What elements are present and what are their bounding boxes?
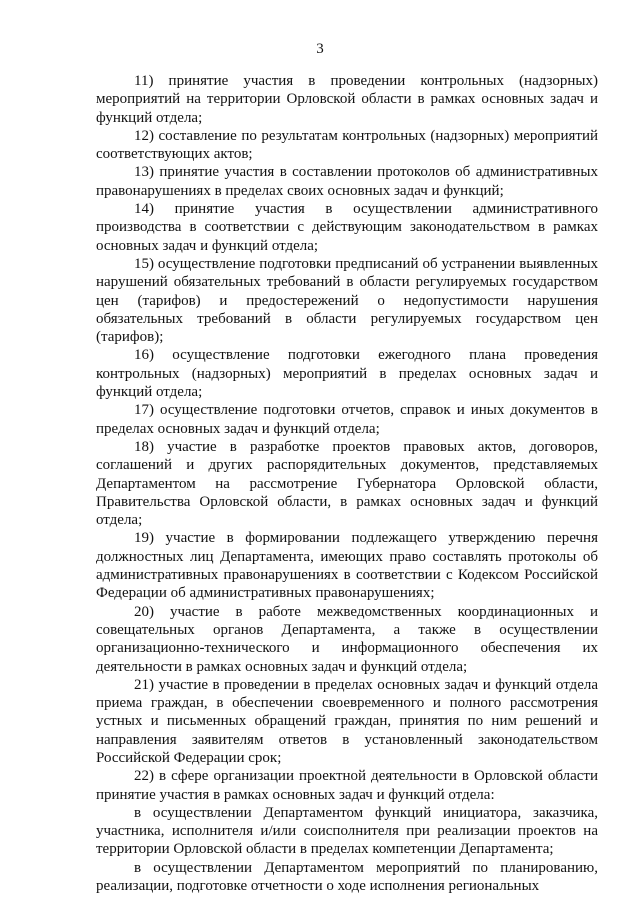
paragraph-subitem-planning: в осуществлении Департаментом мероприятий по планированию, реализации, подготовке отчетности о ходе исполнения региональных	[96, 859, 598, 895]
paragraph-item-13: 13) принятие участия в составлении протоколов об административных правонарушениях в пределах своих основных задач и функций;	[96, 164, 598, 199]
paragraph-subitem-initiator: в осуществлении Департаментом функций инициатора, заказчика, участника, исполнителя и/или соисполнителя при реализации проектов на территории Орловской области в пределах компетенции Департамента;	[96, 804, 598, 858]
paragraph-item-21: 21) участие в проведении в пределах основных задач и функций отдела приема граждан, в обеспечении своевременного и полного рассмотрения устных и письменных обращений граждан, принятия по ним решений и направления заявителям ответов в установленный законодательством Российской Федерации срок;	[96, 676, 598, 766]
paragraph-item-17: 17) осуществление подготовки отчетов, справок и иных документов в пределах основных задач и функций отдела;	[96, 402, 598, 437]
paragraph-item-18: 18) участие в разработке проектов правовых актов, договоров, соглашений и других распорядительных документов, представляемых Департаментом на рассмотрение Губернатора Орловской области, Правительства Орловской области, в рамках основных задач и функций отдела;	[96, 438, 598, 529]
paragraph-item-22: 22) в сфере организации проектной деятельности в Орловской области принятие участия в рамках основных задач и функций отдела:	[96, 768, 598, 803]
paragraph-item-16: 16) осуществление подготовки ежегодного плана проведения контрольных (надзорных) мероприятий в пределах основных задач и функций отдела;	[96, 347, 598, 401]
paragraph-item-20: 20) участие в работе межведомственных координационных и совещательных органов Департамента, а также в осуществлении организационно-технического и информационного обеспечения их деятельности в рамках основных задач и функций отдела;	[96, 603, 598, 675]
paragraph-item-12: 12) составление по результатам контрольных (надзорных) мероприятий соответствующих актов;	[96, 127, 598, 163]
paragraph-item-15: 15) осуществление подготовки предписаний об устранении выявленных нарушений обязательных требований в области регулируемых государством цен (тарифов) и предостережений о недопустимости нарушения обязательных требований в области регулируемых государством цен (тарифов);	[96, 255, 598, 346]
document-body	[96, 72, 598, 895]
paragraph-item-11: 11) принятие участия в проведении контрольных (надзорных) мероприятий на территории Орловской области в рамках основных задач и функций отдела;	[96, 73, 598, 126]
page-number: 3	[316, 41, 324, 57]
paragraph-item-19: 19) участие в формировании подлежащего утверждению перечня должностных лиц Департамента, имеющих право составлять протоколы об административных правонарушениях в соответствии с Кодексом Российской Федерации об административных правонарушениях;	[96, 530, 598, 602]
paragraph-item-14: 14) принятие участия в осуществлении административного производства в соответствии с действующим законодательством в рамках основных задач и функций отдела;	[96, 201, 598, 254]
